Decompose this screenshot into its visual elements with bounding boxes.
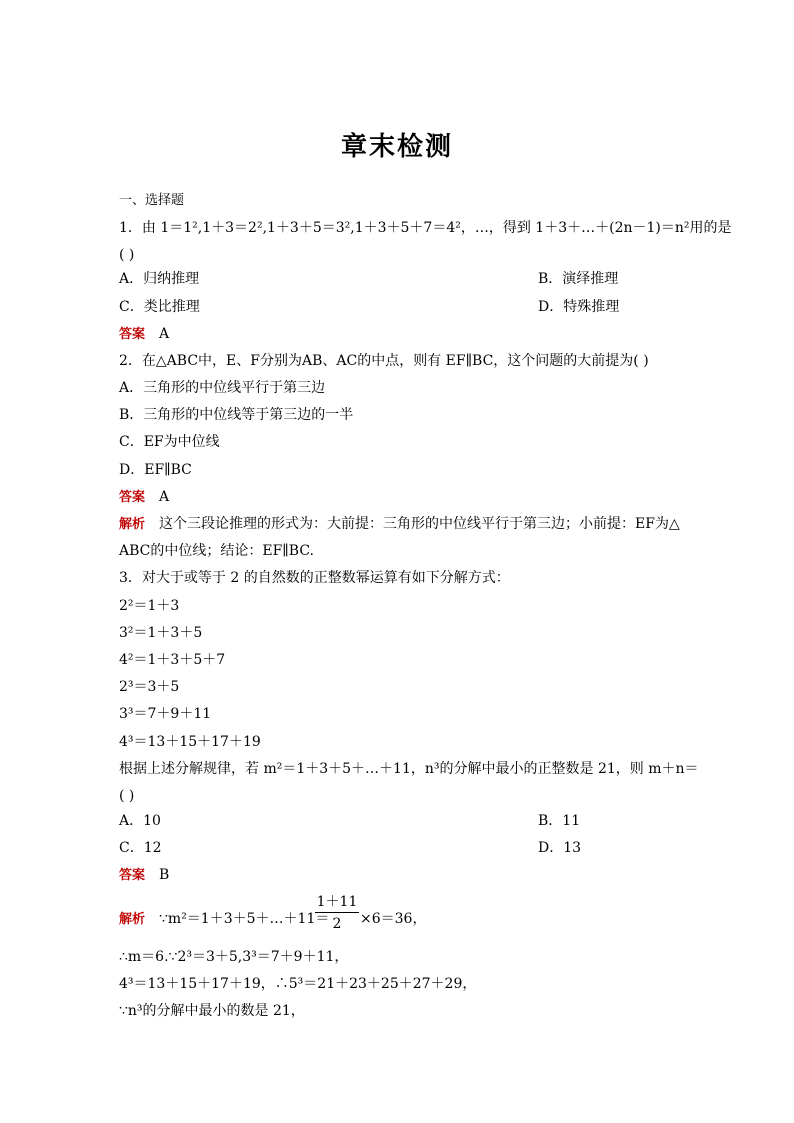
answer-value: A: [159, 326, 170, 342]
q3-bracket: ( ): [119, 788, 135, 804]
answer-value: A: [159, 489, 170, 505]
q3-answer: [119, 865, 169, 886]
analysis-label: 解析: [119, 517, 146, 532]
q3-analysis-post: ×6＝36，: [360, 911, 427, 927]
fraction-numerator: 1＋11: [316, 894, 358, 910]
fraction-bar: [315, 912, 359, 913]
q3-option-d: D．13: [538, 840, 582, 856]
answer-label: 答案: [119, 868, 146, 883]
q3-line-1: 2²＝1＋3: [119, 598, 180, 614]
q3-line-2: 3²＝1＋3＋5: [119, 625, 203, 641]
fraction-denominator: 2: [332, 916, 342, 932]
q3-line-5: 3³＝7＋9＋11: [119, 706, 212, 722]
q1-option-d: D．特殊推理: [538, 299, 620, 315]
q2-option-b: B．三角形的中位线等于第三边的一半: [119, 407, 354, 423]
q2-option-a: A．三角形的中位线平行于第三边: [119, 380, 326, 396]
q3-analysis-pre: [119, 909, 329, 930]
q3-analysis-line-b: 4³＝13＋15＋17＋19，∴5³＝21＋23＋25＋27＋29，: [119, 976, 477, 992]
q3-option-a: A．10: [119, 813, 161, 829]
q2-analysis: [119, 514, 680, 535]
q1-option-b: B．演绎推理: [538, 271, 619, 287]
q2-option-c: C．EF为中位线: [119, 434, 220, 450]
answer-label: 答案: [119, 490, 146, 505]
q2-answer: [119, 487, 169, 508]
q1-answer: [119, 324, 169, 345]
q3-stem: 3．对大于或等于 2 的自然数的正整数幂运算有如下分解方式：: [119, 570, 510, 586]
answer-label: 答案: [119, 327, 146, 342]
q2-analysis-cont: ABC的中位线；结论：EF∥BC.: [119, 543, 314, 559]
q1-stem: 1．由 1＝1²,1＋3＝2²,1＋3＋5＝3²,1＋3＋5＋7＝4²，…，得到 1＋3＋…＋(2n－1)＝n²用的是: [119, 220, 732, 236]
q3-analysis-line-a: ∴m＝6.∵2³＝3＋5,3³＝7＋9＋11，: [119, 949, 349, 965]
page-title: 章末检测: [340, 132, 453, 162]
q3-line-6: 4³＝13＋15＋17＋19: [119, 734, 261, 750]
q2-option-d: D．EF∥BC: [119, 462, 192, 478]
q3-analysis-line-c: ∵n³的分解中最小的数是 21，: [119, 1003, 305, 1019]
analysis-text: ∵m²＝1＋3＋5＋…＋11＝: [159, 911, 330, 927]
q3-line-3: 4²＝1＋3＋5＋7: [119, 652, 226, 668]
analysis-label: 解析: [119, 912, 146, 927]
q1-option-a: A．归纳推理: [119, 271, 200, 287]
analysis-text: 这个三段论推理的形式为：大前提：三角形的中位线平行于第三边；小前提：EF为△: [159, 516, 680, 532]
q2-stem: 2．在△ABC中，E、F分别为AB、AC的中点，则有 EF∥BC，这个问题的大前提为( ): [119, 353, 649, 369]
q3-line-4: 2³＝3＋5: [119, 679, 180, 695]
q3-option-c: C．12: [119, 840, 162, 856]
q3-condition: 根据上述分解规律，若 m²＝1＋3＋5＋…＋11，n³的分解中最小的正整数是 21，则 m＋n＝: [119, 761, 699, 777]
answer-value: B: [159, 867, 170, 883]
section-heading: 一、选择题: [119, 193, 185, 208]
q1-option-c: C．类比推理: [119, 299, 200, 315]
fraction: [315, 893, 359, 933]
q1-bracket: ( ): [119, 247, 135, 263]
q3-option-b: B．11: [538, 813, 581, 829]
